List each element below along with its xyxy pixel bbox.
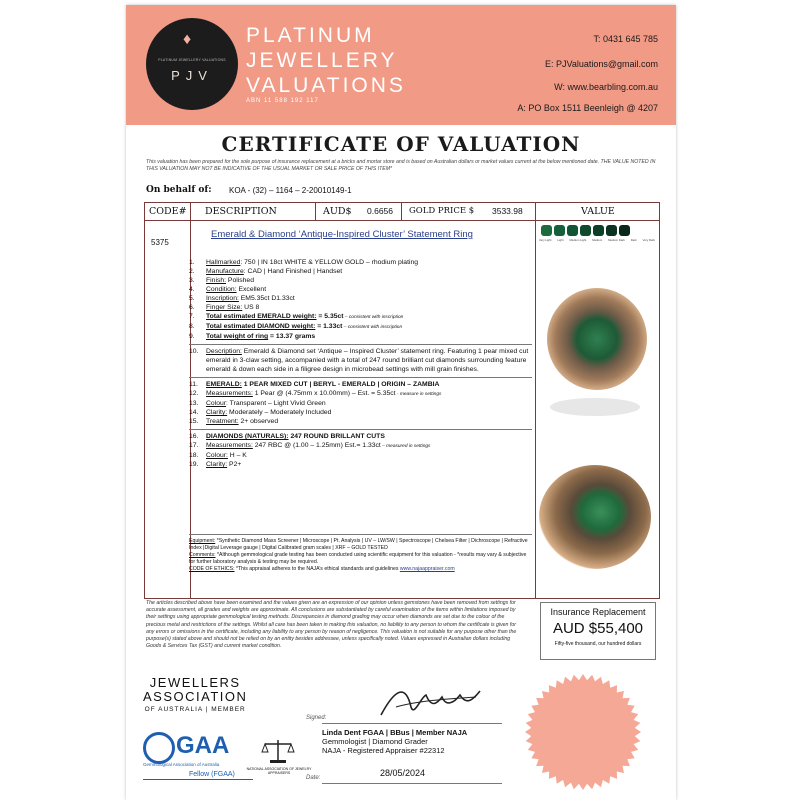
detail-number: 16. (189, 433, 199, 440)
detail-number: 15. (189, 418, 199, 425)
detail-text (206, 322, 532, 332)
ja-line: JEWELLERS (149, 675, 241, 690)
detail-value: 2+ observed (238, 418, 279, 425)
swatch-label: Medium Light (569, 238, 587, 242)
detail-text (206, 399, 532, 408)
detail-label: Finish: (206, 277, 227, 284)
gold-value: 3533.98 (492, 206, 523, 216)
detail-number: 7. (189, 313, 195, 320)
swatch-label: Dark (630, 238, 637, 242)
column-divider (401, 203, 402, 220)
detail-number: 4. (189, 286, 195, 293)
detail-value: Emerald & Diamond set ‘Antique – Inspired Cluster’ statement ring. Featuring 1 pear mixed cut emerald in 3-claw setting, accompanied with a total of 247 round brilliant cut diamonds surrounding feature emerald & down each side in a filigree design in microbead settings with mill grain finishes. (206, 348, 529, 373)
ja-line: OF AUSTRALIA | MEMBER (144, 706, 246, 713)
date-line (322, 783, 502, 784)
signed-label: Signed: (306, 715, 327, 721)
detail-number: 6. (189, 304, 195, 311)
detail-label: Colour: (206, 452, 228, 459)
brand-line: VALUATIONS (246, 74, 406, 97)
pjv-logo (146, 18, 238, 110)
detail-label: Manufacture (206, 268, 244, 275)
detail-text (206, 408, 532, 417)
colour-swatch (593, 225, 604, 236)
detail-number: 11. (189, 381, 198, 388)
detail-note: – consistent with inscription (343, 315, 404, 320)
detail-note: - measure in settings (395, 392, 442, 397)
detail-text (206, 312, 532, 322)
colour-swatch (580, 225, 591, 236)
disclaimer: This valuation has been prepared for the sole purpose of insurance replacement at a bricks and mortar store and is based on Australian dollars or market values current at the below mentioned date. THE VALUE NOTED IN THIS VALUATION MAY NOT BE INDICATIVE OF THE USUAL MARKET OR SALE PRICE OF THIS ITEM* (146, 159, 656, 172)
detail-text (206, 285, 532, 294)
col-aud-label: AUD$ (323, 206, 352, 217)
scales-icon (260, 738, 296, 764)
detail-value: 247 ROUND BRILLANT CUTS (288, 433, 385, 440)
certificate-title: CERTIFICATE OF VALUATION (221, 132, 581, 156)
logo-ring-text: PLATINUM JEWELLERY VALUATIONS (158, 58, 226, 62)
signer-role: Gemmologist | Diamond Grader (322, 737, 428, 746)
naja-logo-text: NATIONAL ASSOCIATION OF JEWELRY APPRAISERS (246, 767, 312, 775)
gaa-subtitle: Gemmological Association of Australia (143, 762, 220, 767)
detail-text (206, 332, 532, 341)
detail-number: 1. (189, 259, 195, 266)
detail-row (189, 429, 532, 441)
logo-monogram: PJV (171, 68, 213, 83)
swatch-label: Very Light (539, 238, 552, 242)
detail-label: Measurements: (206, 442, 253, 449)
official-seal (524, 673, 642, 791)
detail-value: EM5.35ct D1.33ct (238, 295, 295, 302)
detail-text (206, 380, 532, 389)
equipment-text: *Synthetic Diamond Mass Screener | Microscope | Pt. Analysis | UV – LW/SW | Spectroscope | Chelsea Filter | Dichroscope | Refractive Index |Digital Leverage gauge | Digital Calibrated gram scales | XRF – GOLD TESTED (189, 538, 528, 551)
detail-row (189, 377, 532, 389)
detail-number: 3. (189, 277, 195, 284)
contact-email: E: PJValuations@gmail.com (544, 59, 658, 69)
insurance-box (540, 602, 656, 660)
detail-label: DIAMONDS (NATURALS): (206, 433, 289, 440)
signer-registration: NAJA - Registered Appraiser #22312 (322, 746, 445, 755)
ring-photo-top (547, 288, 647, 390)
detail-label: EMERALD: (206, 381, 242, 388)
gaa-logo-text: GAA (176, 732, 230, 759)
comments-text: *Although gemmological grade testing has been conducted using scientific equipment for this valuation - *results may vary & subjective for further laboratory analysis & testing may be required. (189, 552, 527, 565)
detail-value: = 5.35ct (316, 313, 344, 320)
detail-row (189, 258, 532, 267)
col-value: VALUE (581, 206, 615, 217)
detail-row (189, 408, 532, 417)
detail-value: = 13.37 grams (268, 333, 316, 340)
detail-label: Total estimated EMERALD weight: (206, 313, 317, 320)
column-divider (315, 203, 316, 220)
detail-value: P2+ (227, 461, 242, 468)
detail-label: Inscription: (206, 295, 239, 302)
ring-photo-side (539, 465, 651, 569)
item-code: 5375 (151, 238, 169, 247)
swatch-label: Light (557, 238, 564, 242)
detail-text (206, 303, 532, 312)
comments-label: Comments: (189, 552, 216, 558)
detail-note: – measured in settings (380, 444, 431, 449)
item-details-list (189, 258, 532, 469)
detail-label: Total estimated DIAMOND weight: (206, 323, 316, 330)
detail-number: 5. (189, 295, 195, 302)
certificate-page (126, 5, 676, 800)
aud-value: 0.6656 (367, 206, 393, 216)
col-gold-label: GOLD PRICE $ (409, 206, 475, 216)
detail-text (206, 276, 532, 285)
detail-text (206, 460, 532, 469)
equipment-label: Equipment: (189, 538, 216, 544)
detail-note: – consistent with inscription (342, 325, 403, 330)
detail-row (189, 441, 532, 451)
detail-value: = 1.33ct (315, 323, 343, 330)
ethics-text: *This appraisal adheres to the NAJA’s ethical standards and guidelines (234, 566, 400, 572)
detail-value: : 750 | IN 18ct WHITE & YELLOW GOLD – rhodium plating (240, 259, 419, 266)
detail-value: 1 Pear @ (4.75mm x 10.00mm) – Est. = 5.35ct (252, 390, 396, 397)
colour-swatch (554, 225, 565, 236)
detail-text (206, 258, 532, 267)
swatch-label: Medium (592, 238, 603, 242)
detail-label: Description: (206, 348, 242, 355)
detail-row (189, 389, 532, 399)
brand-name (246, 23, 406, 98)
detail-value: Moderately – Moderately Included (227, 409, 332, 416)
handwritten-signature (376, 677, 486, 725)
detail-number: 19. (189, 461, 199, 468)
detail-label: Measurements: (206, 390, 253, 397)
valuation-table (144, 202, 660, 599)
contact-phone: T: 0431 645 785 (593, 34, 658, 44)
date-value: 28/05/2024 (380, 768, 426, 778)
detail-text (206, 347, 532, 374)
signer-details (322, 728, 467, 755)
detail-number: 12. (189, 390, 199, 397)
detail-text (206, 389, 532, 399)
insurance-amount-words: Fifty-five thousand, our hundred dollars (554, 641, 642, 647)
detail-row (189, 303, 532, 312)
divider (143, 779, 253, 780)
detail-value: Excellent (236, 286, 267, 293)
ring-reflection (550, 398, 640, 416)
swatch-label: Medium Dark (608, 238, 625, 242)
detail-label: Condition: (206, 286, 237, 293)
ethics-label: CODE OF ETHICS: (189, 566, 235, 572)
detail-value: US 8 (242, 304, 260, 311)
header-banner (126, 5, 676, 125)
detail-number: 2. (189, 268, 195, 275)
detail-text (206, 417, 532, 426)
detail-text (206, 267, 532, 276)
emerald-colour-scale (541, 225, 630, 236)
colour-swatch (606, 225, 617, 236)
insurance-amount: AUD $55,400 (552, 620, 644, 637)
detail-row (189, 322, 532, 332)
contact-website: W: www.bearbling.com.au (554, 82, 658, 92)
swatch-label: Very Dark (642, 238, 655, 242)
detail-row (189, 294, 532, 303)
column-divider (535, 203, 536, 598)
behalf-label: On behalf of: (146, 185, 212, 195)
fine-print: The articles described above have been examined and the values given are an expression of our opinion unless gemstones have been removed from settings for accurate assessment, all grades and weights are approximate. All conclusions are substantiated by careful examination of the items within limitations imposed by their settings using appropriate gemmological testing methods. Discrepancies in diamond grading may occur when diamonds are set due to the colour of the precious metal and restrictions of the settings. Whilst all care has been taken in making this valuation, no liability to any person to whom the certificate is given for any errors or omissions in the certificate, including any liability to any person by reason of negligence. This valuation is not suitable for any purpose other than the purpose(s) stated above and should not be relied on by an entity besides addressee, unless specifically noted. Values expressed in Australian dollars including Goods & Services Tax (GST) and current market condition. (146, 600, 517, 650)
detail-row (189, 276, 532, 285)
detail-label: Total weight of ring (206, 333, 269, 340)
naja-link[interactable]: www.najaappraiser.com (399, 566, 455, 572)
detail-label: Hallmarked (206, 259, 241, 266)
detail-text (206, 451, 532, 460)
detail-text (206, 294, 532, 303)
detail-row (189, 285, 532, 294)
detail-label: Colour (206, 400, 227, 407)
detail-row (189, 460, 532, 469)
detail-row (189, 451, 532, 460)
brand-line: PLATINUM (246, 24, 375, 47)
detail-value: : Transparent – Light Vivid Green (226, 400, 326, 407)
detail-value: : CAD | Hand Finished | Handset (243, 268, 343, 275)
jewellers-association-logo (143, 676, 247, 713)
date-label: Date: (306, 775, 321, 781)
detail-number: 10. (189, 348, 199, 355)
detail-label: Treatment: (206, 418, 239, 425)
detail-row (189, 417, 532, 426)
behalf-value: KOA - (32) – 1164 – 2-20010149-1 (229, 186, 352, 195)
detail-value: H – K (227, 452, 247, 459)
detail-label: Clarity: (206, 409, 228, 416)
detail-label: Clarity: (206, 461, 228, 468)
detail-row (189, 399, 532, 408)
detail-row (189, 344, 532, 374)
detail-number: 17. (189, 442, 199, 449)
detail-value: 247 RBC @ (1.00 – 1.25mm) Est.= 1.33ct (252, 442, 381, 449)
abn-number: ABN 11 588 192 117 (246, 98, 319, 104)
colour-swatch (619, 225, 630, 236)
detail-number: 14. (189, 409, 199, 416)
equipment-notes (189, 534, 532, 573)
detail-row (189, 332, 532, 341)
item-title: Emerald & Diamond ‘Antique-Inspired Cluster’ Statement Ring (211, 229, 473, 240)
detail-number: 13. (189, 400, 199, 407)
insurance-title: Insurance Replacement (550, 607, 646, 617)
detail-number: 8. (189, 323, 195, 330)
brand-line: JEWELLERY (246, 49, 398, 72)
table-header-row (145, 203, 659, 221)
signer-name: Linda Dent FGAA | BBus | Member NAJA (322, 728, 468, 737)
signature-line (322, 723, 502, 724)
detail-number: 9. (189, 333, 195, 340)
detail-text (206, 432, 532, 441)
diamond-icon: ♦ (183, 31, 192, 48)
detail-number: 18. (189, 452, 199, 459)
gaa-globe-icon (143, 732, 175, 764)
colour-swatch (541, 225, 552, 236)
col-description: DESCRIPTION (205, 206, 277, 217)
detail-row (189, 267, 532, 276)
contact-address: A: PO Box 1511 Beenleigh @ 4207 (517, 103, 658, 113)
detail-row (189, 312, 532, 322)
detail-value: 1 PEAR MIXED CUT | BERYL - EMERALD | ORIGIN – ZAMBIA (241, 381, 440, 388)
detail-label: Finger Size: (206, 304, 243, 311)
ja-line: ASSOCIATION (143, 689, 248, 704)
col-code: CODE# (149, 206, 187, 217)
colour-scale-labels (539, 238, 655, 242)
detail-value: Polished (226, 277, 254, 284)
detail-text (206, 441, 532, 451)
colour-swatch (567, 225, 578, 236)
gaa-fellow: Fellow (FGAA) (189, 771, 235, 778)
